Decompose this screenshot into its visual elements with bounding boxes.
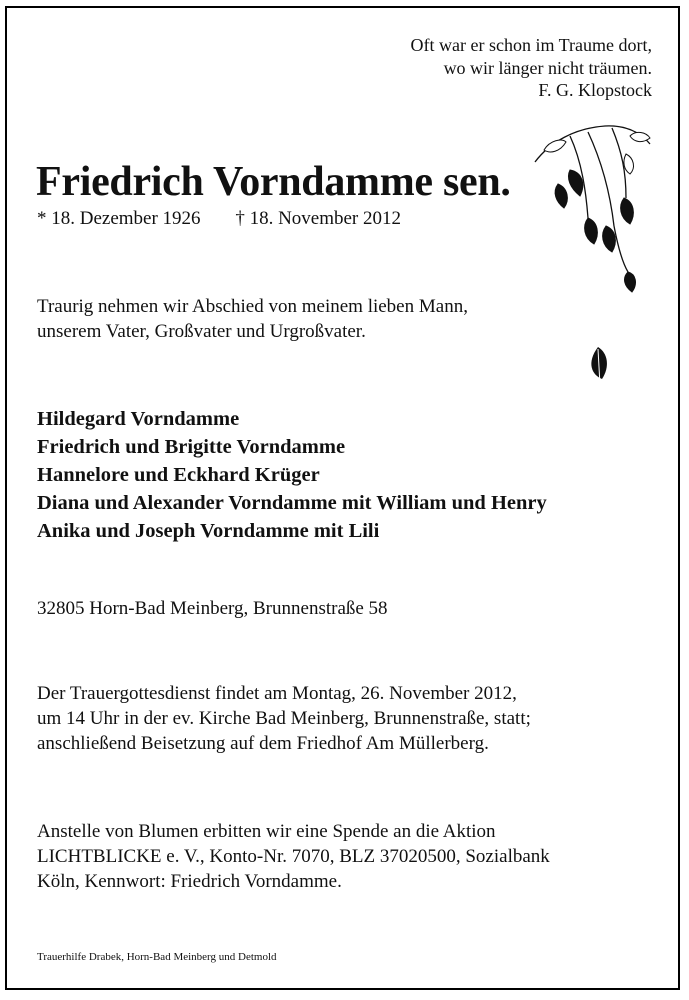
donation-line: Anstelle von Blumen erbitten wir eine Spende an die Aktion [37,821,496,842]
mourner: Friedrich und Brigitte Vorndamme [37,436,346,458]
address-line: 32805 Horn-Bad Meinberg, Brunnenstraße 58 [37,598,388,619]
service-line: um 14 Uhr in der ev. Kirche Bad Meinberg, Brunnenstraße, statt; [37,708,531,729]
service-line: anschließend Beisetzung auf dem Friedhof Am Müllerberg. [37,733,489,754]
deceased-name: Friedrich Vorndamme sen. [36,159,511,205]
service-notice [37,681,531,756]
mourner: Diana und Alexander Vorndamme mit William und Henry [37,492,547,514]
family-address [37,596,388,621]
farewell-line: Traurig nehmen wir Abschied von meinem lieben Mann, [37,296,468,317]
quote-line: wo wir länger nicht träumen. [443,57,652,78]
klopstock-quote [411,34,652,102]
donation-notice [37,819,550,894]
mourner: Anika und Joseph Vorndamme mit Lili [37,520,380,542]
funeral-home-credit: Trauerhilfe Drabek, Horn-Bad Meinberg und Detmold [37,951,277,963]
death-date: † 18. November 2012 [235,208,402,229]
falling-leaf-icon [582,345,612,387]
mourners-list [37,405,547,545]
donation-line: LICHTBLICKE e. V., Konto-Nr. 7070, BLZ 37020500, Sozialbank [37,846,550,867]
quote-line: Oft war er schon im Traume dort, [410,35,652,55]
mourner: Hildegard Vorndamme [37,408,240,430]
mourner: Hannelore und Eckhard Krüger [37,464,320,486]
farewell-text [37,294,468,344]
life-dates [37,208,401,230]
farewell-line: unserem Vater, Großvater und Urgroßvater. [37,321,366,342]
quote-author: F. G. Klopstock [538,80,652,100]
donation-line: Köln, Kennwort: Friedrich Vorndamme. [37,871,342,892]
birch-branch-icon [530,122,660,312]
service-line: Der Trauergottesdienst findet am Montag, 26. November 2012, [37,683,517,704]
birth-date: * 18. Dezember 1926 [37,208,201,229]
